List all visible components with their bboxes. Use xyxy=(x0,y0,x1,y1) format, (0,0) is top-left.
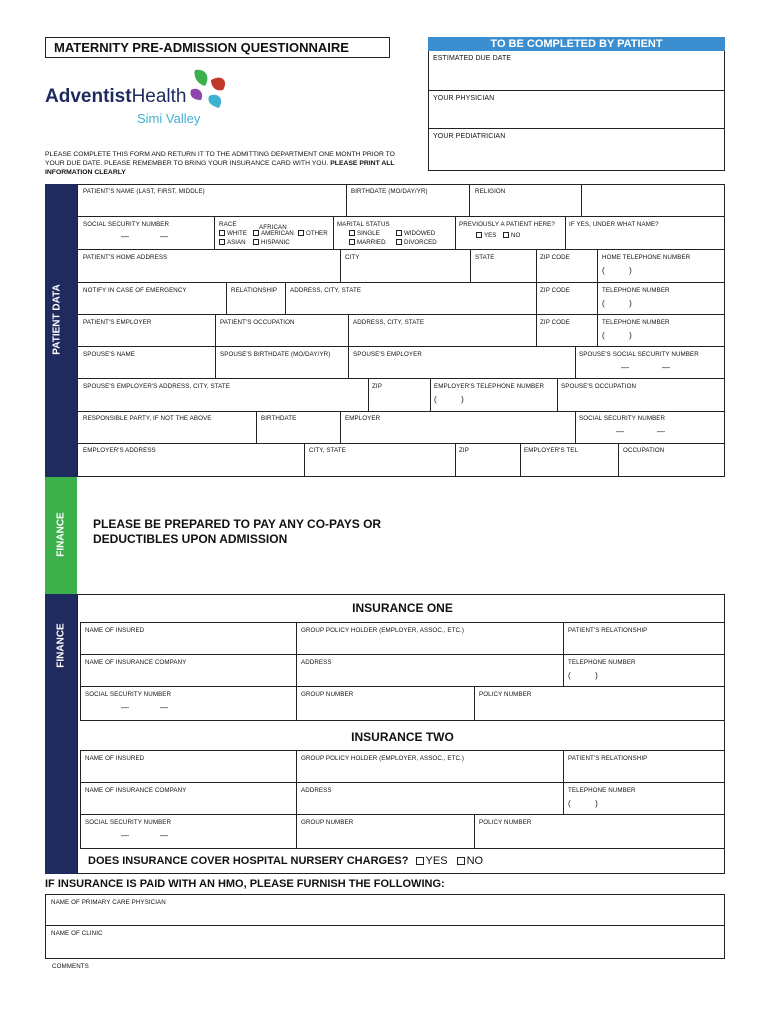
spouse-ssn-dash-1: — xyxy=(621,363,629,372)
ins1-ssn-dash-1: — xyxy=(121,703,129,712)
home-phone-paren: ( ) xyxy=(602,266,632,275)
patient-header: TO BE COMPLETED BY PATIENT xyxy=(428,37,725,51)
responsible-ssn-dash-2: — xyxy=(657,427,665,436)
ins1-company-label: NAME OF INSURANCE COMPANY xyxy=(85,659,187,666)
employer-telephone-paren: ( ) xyxy=(434,395,464,404)
birthdate-label: BIRTHDATE (MO/DAY/YR) xyxy=(351,188,428,195)
logo-brand: AdventistHealth xyxy=(45,86,187,107)
clinic-label: NAME OF CLINIC xyxy=(51,930,103,937)
ssn-dash-2: — xyxy=(160,232,168,241)
finance-message xyxy=(93,517,381,547)
pcp-field[interactable] xyxy=(45,894,725,926)
city-label: CITY xyxy=(345,254,360,261)
employer-phone-paren: ( ) xyxy=(602,331,632,340)
ins1-name-insured-label: NAME OF INSURED xyxy=(85,627,145,634)
ins1-address-label: ADDRESS xyxy=(301,659,332,666)
ins1-patient-rel-label: PATIENT'S RELATIONSHIP xyxy=(568,627,648,634)
city-state-label: CITY, STATE xyxy=(309,447,346,454)
race-white-option[interactable]: WHITE xyxy=(219,230,247,237)
logo-location: Simi Valley xyxy=(137,111,201,126)
estimated-due-date-label: ESTIMATED DUE DATE xyxy=(433,55,512,62)
previously-label: PREVIOUSLY A PATIENT HERE? xyxy=(459,221,555,228)
divorced-option[interactable]: DIVORCED xyxy=(396,239,437,246)
ins1-ssn-label: SOCIAL SECURITY NUMBER xyxy=(85,691,172,698)
patient-name-label: PATIENT'S NAME (LAST, FIRST, MIDDLE) xyxy=(83,188,205,195)
ssn-label: SOCIAL SECURITY NUMBER xyxy=(83,221,170,228)
insurance-one-title: INSURANCE ONE xyxy=(352,601,453,615)
employer-address-label: ADDRESS, CITY, STATE xyxy=(353,319,425,326)
race-african-top: AFRICAN xyxy=(259,224,287,231)
ins2-phone-paren: ( ) xyxy=(568,799,598,808)
race-hispanic-option[interactable]: HISPANIC xyxy=(253,239,290,246)
responsible-birthdate-label: BIRTHDATE xyxy=(261,415,297,422)
emergency-phone-label: TELEPHONE NUMBER xyxy=(602,287,670,294)
nursery-yes-option[interactable]: YES xyxy=(416,855,448,867)
responsible-employer-label: EMPLOYER xyxy=(345,415,381,422)
prev-no-option[interactable]: NO xyxy=(503,232,520,239)
physician-field[interactable] xyxy=(428,91,725,129)
spouse-ssn-dash-2: — xyxy=(662,363,670,372)
religion-label: RELIGION xyxy=(475,188,506,195)
finance-label-2: FINANCE xyxy=(55,623,67,668)
widowed-option[interactable]: WIDOWED xyxy=(396,230,435,237)
finance-sidebar-navy xyxy=(45,594,77,874)
patient-data-sidebar xyxy=(45,184,77,477)
single-option[interactable]: SINGLE xyxy=(349,230,380,237)
responsible-label: RESPONSIBLE PARTY, IF NOT THE ABOVE xyxy=(83,415,212,422)
finance-message-line1: PLEASE BE PREPARED TO PAY ANY CO-PAYS OR xyxy=(93,517,382,531)
logo xyxy=(45,66,230,136)
ins1-phone-paren: ( ) xyxy=(568,671,598,680)
spouse-employer-label: SPOUSE'S EMPLOYER xyxy=(353,351,422,358)
hmo-heading: IF INSURANCE IS PAID WITH AN HMO, PLEASE FURNISH THE FOLLOWING: xyxy=(45,878,445,890)
patient-data-label: PATIENT DATA xyxy=(51,284,63,355)
physician-label: YOUR PHYSICIAN xyxy=(433,95,495,102)
spouse-zip-label: ZIP xyxy=(372,383,382,390)
ins2-telephone-label: TELEPHONE NUMBER xyxy=(568,787,636,794)
spouse-birthdate-label: SPOUSE'S BIRTHDATE (MO/DAY/YR) xyxy=(220,351,331,358)
emergency-label: NOTIFY IN CASE OF EMERGENCY xyxy=(83,287,187,294)
finance-message-line2: DEDUCTIBLES UPON ADMISSION xyxy=(93,532,288,546)
instructions-text: PLEASE COMPLETE THIS FORM AND RETURN IT TO THE ADMITTING DEPARTMENT ONE MONTH PRIOR TO YOUR DUE DATE. PLEASE REMEMBER TO BRING YOUR INSURANCE CARD WITH YOU. xyxy=(45,151,395,167)
employer-zip-label: ZIP CODE xyxy=(540,319,570,326)
ins1-telephone-label: TELEPHONE NUMBER xyxy=(568,659,636,666)
finance-label-1: FINANCE xyxy=(55,512,67,557)
emergency-address-label: ADDRESS, CITY, STATE xyxy=(290,287,362,294)
ins2-group-holder-label: GROUP POLICY HOLDER (EMPLOYER, ASSOC., ETC.) xyxy=(301,755,465,762)
emergency-zip-label: ZIP CODE xyxy=(540,287,570,294)
relationship-label: RELATIONSHIP xyxy=(231,287,278,294)
home-phone-label: HOME TELEPHONE NUMBER xyxy=(602,254,691,261)
occupation-short-label: OCCUPATION xyxy=(623,447,665,454)
form-title: MATERNITY PRE-ADMISSION QUESTIONNAIRE xyxy=(54,40,349,55)
responsible-ssn-label: SOCIAL SECURITY NUMBER xyxy=(579,415,666,422)
ins2-policy-number-label: POLICY NUMBER xyxy=(479,819,532,826)
spouse-occupation-label: SPOUSE'S OCCUPATION xyxy=(561,383,637,390)
race-other-option[interactable]: OTHER xyxy=(298,230,328,237)
instructions xyxy=(45,150,415,177)
finance-sidebar-green xyxy=(45,477,77,594)
ins1-group-holder-label: GROUP POLICY HOLDER (EMPLOYER, ASSOC., ETC.) xyxy=(301,627,465,634)
estimated-due-date-field[interactable] xyxy=(428,51,725,91)
spouse-name-label: SPOUSE'S NAME xyxy=(83,351,135,358)
employers-address-label: EMPLOYER'S ADDRESS xyxy=(83,447,156,454)
if-yes-label: IF YES, UNDER WHAT NAME? xyxy=(569,221,659,228)
employer-telephone-label: EMPLOYER'S TELEPHONE NUMBER xyxy=(434,383,545,390)
ins2-name-insured-label: NAME OF INSURED xyxy=(85,755,145,762)
instructions-emphasis: PLEASE PRINT ALL INFORMATION CLEARLY xyxy=(45,160,395,176)
pcp-label: NAME OF PRIMARY CARE PHYSICIAN xyxy=(51,899,166,906)
ins2-patient-rel-label: PATIENT'S RELATIONSHIP xyxy=(568,755,648,762)
ssn-dash-1: — xyxy=(121,232,129,241)
pediatrician-label: YOUR PEDIATRICIAN xyxy=(433,133,506,140)
employer-phone-label: TELEPHONE NUMBER xyxy=(602,319,670,326)
ins2-ssn-dash-2: — xyxy=(160,831,168,840)
emp-zip-label: ZIP xyxy=(459,447,469,454)
ins1-policy-number-label: POLICY NUMBER xyxy=(479,691,532,698)
ins2-company-label: NAME OF INSURANCE COMPANY xyxy=(85,787,187,794)
responsible-ssn-dash-1: — xyxy=(616,427,624,436)
race-label: RACE xyxy=(219,221,237,228)
emergency-phone-paren: ( ) xyxy=(602,299,632,308)
clinic-field[interactable] xyxy=(45,926,725,959)
comments-label: COMMENTS xyxy=(52,963,89,970)
insurance-two-title: INSURANCE TWO xyxy=(351,730,454,744)
state-label: STATE xyxy=(475,254,495,261)
spouse-ssn-label: SPOUSE'S SOCIAL SECURITY NUMBER xyxy=(579,351,699,358)
ins2-address-label: ADDRESS xyxy=(301,787,332,794)
ins2-ssn-dash-1: — xyxy=(121,831,129,840)
race-asian-option[interactable]: ASIAN xyxy=(219,239,246,246)
nursery-question: DOES INSURANCE COVER HOSPITAL NURSERY CHARGES? xyxy=(88,855,409,867)
nursery-question-row xyxy=(88,855,483,867)
employers-tel-label: EMPLOYER'S TEL xyxy=(524,447,579,454)
race-african-option[interactable]: AMERICAN xyxy=(253,230,294,237)
home-address-label: PATIENT'S HOME ADDRESS xyxy=(83,254,168,261)
form-title-box xyxy=(45,37,390,58)
marital-label: MARITAL STATUS xyxy=(337,221,390,228)
ins1-ssn-dash-2: — xyxy=(160,703,168,712)
zip-label: ZIP CODE xyxy=(540,254,570,261)
ins2-ssn-label: SOCIAL SECURITY NUMBER xyxy=(85,819,172,826)
ins1-group-number-label: GROUP NUMBER xyxy=(301,691,354,698)
occupation-label: PATIENT'S OCCUPATION xyxy=(220,319,295,326)
ins2-group-number-label: GROUP NUMBER xyxy=(301,819,354,826)
married-option[interactable]: MARRIED xyxy=(349,239,386,246)
nursery-no-option[interactable]: NO xyxy=(457,855,484,867)
pediatrician-field[interactable] xyxy=(428,129,725,171)
prev-yes-option[interactable]: YES xyxy=(476,232,496,239)
employer-label: PATIENT'S EMPLOYER xyxy=(83,319,152,326)
spouse-employer-address-label: SPOUSE'S EMPLOYER'S ADDRESS, CITY, STATE xyxy=(83,383,230,390)
